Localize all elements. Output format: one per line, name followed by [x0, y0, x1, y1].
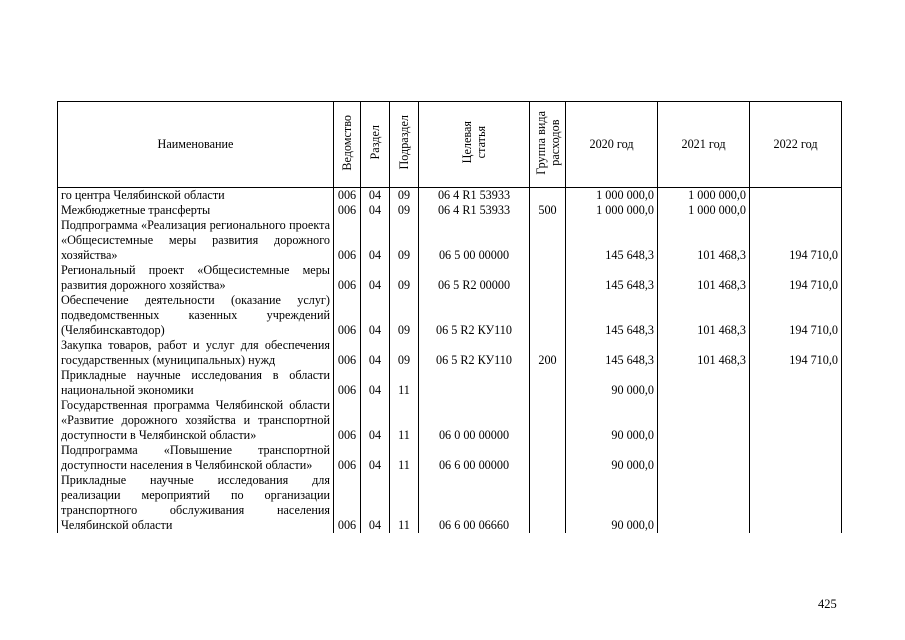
row-section: 04 — [361, 218, 390, 263]
row-2021 — [658, 443, 750, 473]
row-2020: 145 648,3 — [566, 218, 658, 263]
row-2020: 1 000 000,0 — [566, 203, 658, 218]
row-expense-group — [530, 473, 566, 533]
row-2020: 1 000 000,0 — [566, 188, 658, 204]
row-target-article — [419, 368, 530, 398]
table-header-row — [58, 102, 842, 188]
row-target-article: 06 5 R2 КУ110 — [419, 338, 530, 368]
row-target-article: 06 5 00 00000 — [419, 218, 530, 263]
row-name: го центра Челябинской области — [58, 188, 334, 204]
header-2021: 2021 год — [658, 102, 750, 188]
row-expense-group — [530, 443, 566, 473]
row-section: 04 — [361, 443, 390, 473]
table-row — [58, 443, 842, 473]
row-subsection: 09 — [390, 338, 419, 368]
row-name: Региональный проект «Общесистемные меры развития дорожного хозяйства» — [58, 263, 334, 293]
row-2020: 145 648,3 — [566, 263, 658, 293]
table-row — [58, 338, 842, 368]
row-2021 — [658, 398, 750, 443]
row-target-article: 06 4 R1 53933 — [419, 188, 530, 204]
row-2022: 194 710,0 — [750, 338, 842, 368]
row-2020: 90 000,0 — [566, 473, 658, 533]
row-expense-group — [530, 293, 566, 338]
row-section: 04 — [361, 473, 390, 533]
row-2022 — [750, 203, 842, 218]
row-department: 006 — [334, 218, 361, 263]
row-name: Прикладные научные исследования для реализации мероприятий по организации транспортного обслуживания населения Челябинской области — [58, 473, 334, 533]
row-2022: 194 710,0 — [750, 218, 842, 263]
row-expense-group — [530, 218, 566, 263]
row-2022 — [750, 443, 842, 473]
row-name: Подпрограмма «Реализация регионального проекта «Общесистемные меры развития дорожного хозяйства» — [58, 218, 334, 263]
row-subsection: 11 — [390, 398, 419, 443]
row-target-article: 06 5 R2 00000 — [419, 263, 530, 293]
row-expense-group — [530, 368, 566, 398]
row-name: Прикладные научные исследования в области национальной экономики — [58, 368, 334, 398]
row-target-article: 06 0 00 00000 — [419, 398, 530, 443]
table-row — [58, 188, 842, 204]
row-section: 04 — [361, 263, 390, 293]
row-2021: 101 468,3 — [658, 218, 750, 263]
header-subsection: Подраздел — [390, 102, 419, 188]
row-section: 04 — [361, 293, 390, 338]
row-target-article: 06 6 00 06660 — [419, 473, 530, 533]
table-row — [58, 203, 842, 218]
table-row — [58, 368, 842, 398]
row-2022 — [750, 398, 842, 443]
row-2020: 145 648,3 — [566, 293, 658, 338]
row-2020: 90 000,0 — [566, 368, 658, 398]
row-2021 — [658, 368, 750, 398]
row-name: Межбюджетные трансферты — [58, 203, 334, 218]
header-department: Ведомство — [334, 102, 361, 188]
row-section: 04 — [361, 188, 390, 204]
row-subsection: 11 — [390, 443, 419, 473]
row-section: 04 — [361, 338, 390, 368]
table-row — [58, 263, 842, 293]
row-2021: 101 468,3 — [658, 263, 750, 293]
row-subsection: 09 — [390, 203, 419, 218]
table-row — [58, 398, 842, 443]
row-2021: 101 468,3 — [658, 293, 750, 338]
row-name: Государственная программа Челябинской области «Развитие дорожного хозяйства и транспортной доступности в Челябинской области» — [58, 398, 334, 443]
row-department: 006 — [334, 473, 361, 533]
row-2022 — [750, 368, 842, 398]
row-expense-group — [530, 398, 566, 443]
header-section: Раздел — [361, 102, 390, 188]
header-target-article: Целевая статья — [419, 102, 530, 188]
row-expense-group: 200 — [530, 338, 566, 368]
page-number: 425 — [818, 597, 837, 611]
row-name: Обеспечение деятельности (оказание услуг) подведомственных казенных учреждений (Челябинскавтодор) — [58, 293, 334, 338]
header-name: Наименование — [58, 102, 334, 188]
row-section: 04 — [361, 398, 390, 443]
row-expense-group — [530, 263, 566, 293]
row-department: 006 — [334, 203, 361, 218]
row-department: 006 — [334, 293, 361, 338]
row-expense-group: 500 — [530, 203, 566, 218]
row-department: 006 — [334, 398, 361, 443]
row-section: 04 — [361, 203, 390, 218]
row-2021: 101 468,3 — [658, 338, 750, 368]
row-subsection: 09 — [390, 188, 419, 204]
row-2021 — [658, 473, 750, 533]
table-row — [58, 473, 842, 533]
row-subsection: 09 — [390, 263, 419, 293]
row-2022 — [750, 188, 842, 204]
row-2022: 194 710,0 — [750, 263, 842, 293]
header-2022: 2022 год — [750, 102, 842, 188]
table-row — [58, 293, 842, 338]
row-2022 — [750, 473, 842, 533]
row-2020: 90 000,0 — [566, 398, 658, 443]
budget-table — [57, 101, 842, 533]
header-2020: 2020 год — [566, 102, 658, 188]
row-target-article: 06 6 00 00000 — [419, 443, 530, 473]
row-section: 04 — [361, 368, 390, 398]
row-department: 006 — [334, 443, 361, 473]
row-2020: 90 000,0 — [566, 443, 658, 473]
row-2020: 145 648,3 — [566, 338, 658, 368]
row-subsection: 11 — [390, 368, 419, 398]
row-target-article: 06 4 R1 53933 — [419, 203, 530, 218]
row-department: 006 — [334, 188, 361, 204]
row-2021: 1 000 000,0 — [658, 188, 750, 204]
row-name: Подпрограмма «Повышение транспортной доступности населения в Челябинской области» — [58, 443, 334, 473]
table-row — [58, 218, 842, 263]
header-expense-group: Группа вида расходов — [530, 102, 566, 188]
row-2022: 194 710,0 — [750, 293, 842, 338]
row-expense-group — [530, 188, 566, 204]
row-subsection: 09 — [390, 293, 419, 338]
row-department: 006 — [334, 263, 361, 293]
row-target-article: 06 5 R2 КУ110 — [419, 293, 530, 338]
row-subsection: 11 — [390, 473, 419, 533]
row-2021: 1 000 000,0 — [658, 203, 750, 218]
row-name: Закупка товаров, работ и услуг для обеспечения государственных (муниципальных) нужд — [58, 338, 334, 368]
row-subsection: 09 — [390, 218, 419, 263]
row-department: 006 — [334, 368, 361, 398]
row-department: 006 — [334, 338, 361, 368]
